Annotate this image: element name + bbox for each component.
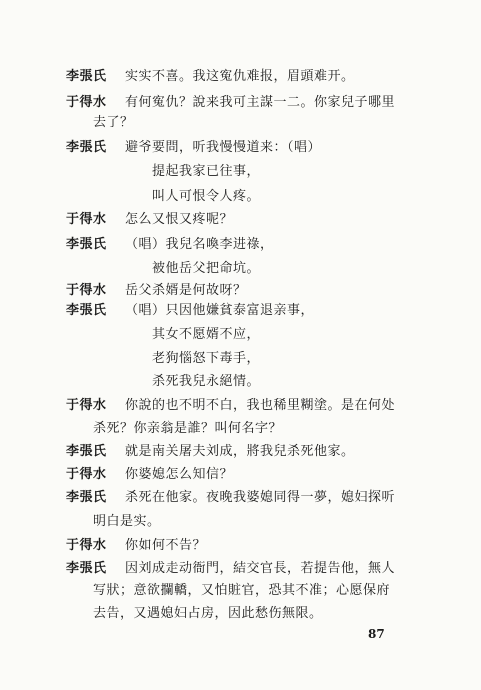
verse-text: 提起我家已往事， [152, 164, 261, 179]
dialogue-text: 就是南关屠夫刘成，將我兒杀死他家。 [125, 444, 355, 459]
speaker-name: 李張氏 [66, 140, 107, 155]
dialogue-text: 你說的也不明不白，我也稀里糊塗。是在何处 [125, 398, 396, 413]
speaker-name: 于得水 [66, 212, 107, 227]
speaker-name: 于得水 [66, 283, 107, 298]
page-number: 87 [368, 627, 385, 641]
speaker-name: 于得水 [66, 467, 107, 482]
dialogue-text: 你婆媳怎么知信？ [125, 467, 234, 482]
speaker-name: 李張氏 [66, 561, 107, 576]
speaker-name: 李張氏 [66, 303, 107, 318]
dialogue-text: 杀死在他家。夜晚我婆媳同得一夢，媳妇探听 [125, 490, 396, 505]
dialogue-text: （唱）我兒名喚李进祿， [125, 237, 274, 252]
verse-text: 叫人可恨令人疼。 [152, 189, 261, 204]
speaker-name: 李張氏 [66, 69, 107, 84]
dialogue-text: 怎么又恨又疼呢？ [125, 212, 234, 227]
verse-text: 老狗惱怒下毒手， [152, 351, 261, 366]
dialogue-text: 有何寃仇？說来我可主謀一二。你家兒子哪里 [125, 95, 396, 110]
dialogue-text: 岳父杀婿是何故呀？ [125, 283, 247, 298]
verse-text: 其女不愿婿不应， [152, 327, 261, 342]
verse-text: 杀死我兒永絕情。 [152, 374, 261, 389]
continuation-text: 杀死？你亲翁是誰？叫何名字？ [93, 421, 283, 436]
speaker-name: 于得水 [66, 538, 107, 553]
speaker-name: 李張氏 [66, 490, 107, 505]
speaker-name: 李張氏 [66, 444, 107, 459]
dialogue-text: 因刘成走动衙門，結交官長，若提告他，無人 [125, 561, 396, 576]
dialogue-text: 实实不喜。我这寃仇难报，眉頭难开。 [125, 69, 355, 84]
speaker-name: 于得水 [66, 398, 107, 413]
dialogue-text: （唱）只因他嫌貧泰富退亲事， [125, 303, 315, 318]
continuation-text: 去了？ [93, 115, 134, 130]
dialogue-text: 你如何不告？ [125, 538, 207, 553]
verse-text: 被他岳父把命坑。 [152, 261, 261, 276]
continuation-text: 写狀；意欲攔轎，又怕賍官，恐其不准；心愿保府 [93, 583, 391, 598]
dialogue-text: 避爷要問，听我慢慢道来：（唱） [125, 140, 322, 155]
continuation-text: 去告，又遇媳妇占房，因此愁伤無限。 [93, 606, 323, 621]
speaker-name: 李張氏 [66, 237, 107, 252]
continuation-text: 明白是实。 [93, 514, 161, 529]
speaker-name: 于得水 [66, 95, 107, 110]
